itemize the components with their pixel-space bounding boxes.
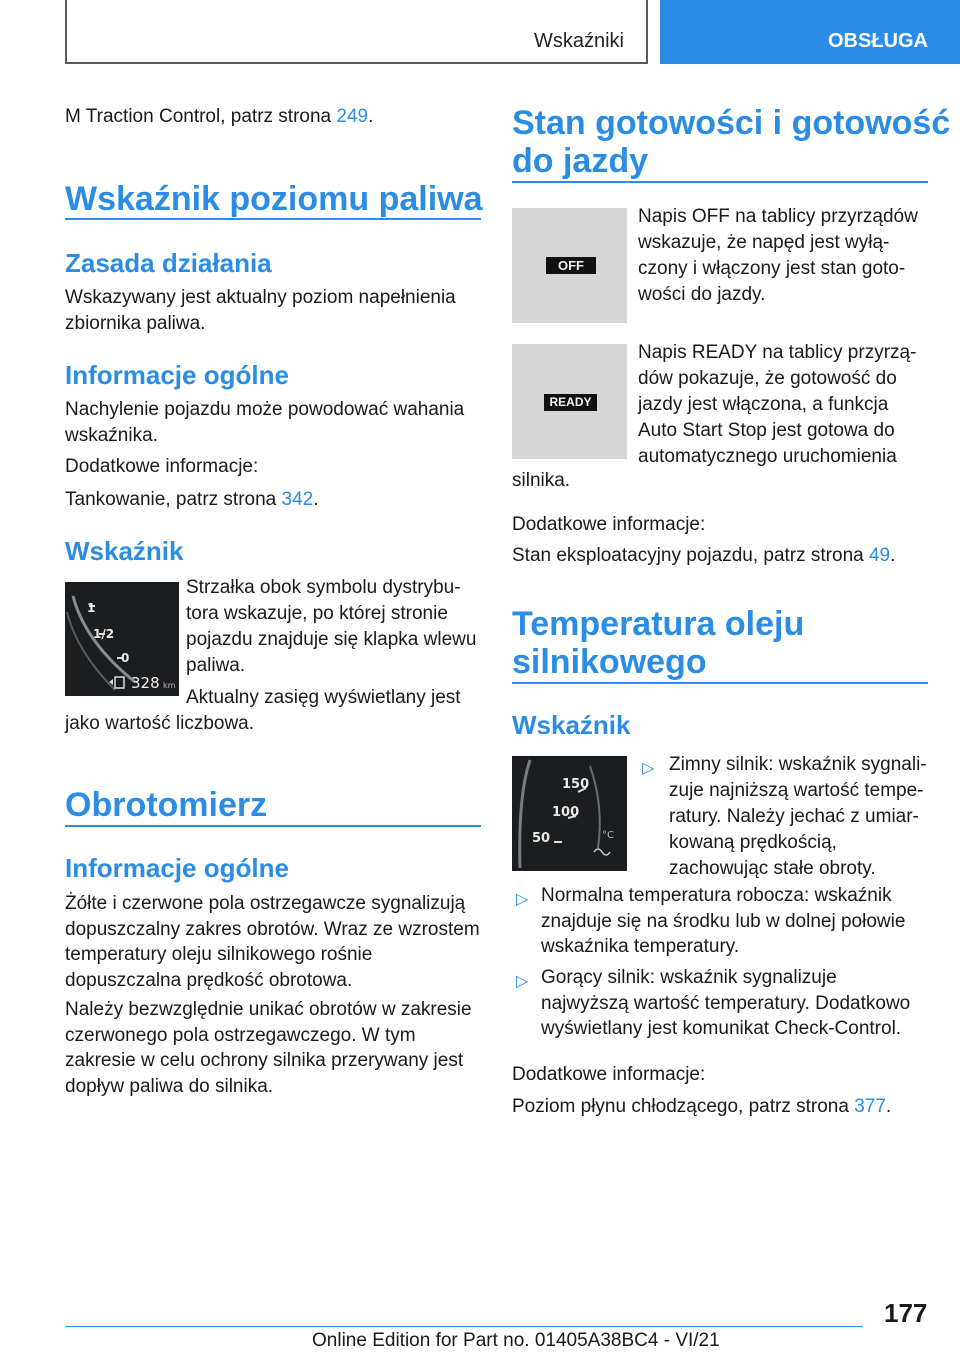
heading-tachometer: Obrotomierz (65, 786, 268, 824)
gauge-label-100: 100 (552, 805, 580, 820)
state-paragraph: Stan eksploatacyjny pojazdu, patrz strona 49. (512, 545, 896, 566)
off-line-1: Napis OFF na tablicy przyrządów (638, 206, 918, 227)
ready-badge: READY (544, 394, 597, 411)
triangle-bullet-icon: ▷ (516, 973, 529, 990)
more-info-label-2: Dodatkowe informacje: (512, 1064, 706, 1085)
triangle-bullet-icon: ▷ (642, 760, 655, 777)
heading-ready-line-2: do jazdy (512, 142, 649, 180)
footer-edition: Online Edition for Part no. 01405A38BC4 - VI/21 (312, 1330, 720, 1351)
heading-rule (512, 181, 928, 183)
off-line-2: wskazuje, że napęd jest wyłą- (638, 232, 890, 253)
tacho-paragraph-1: Żółte i czerwone pola ostrzegawcze sygnalizują dopuszczalny zakres obrotów. Wraz ze wzrostem temperatury oleju silnikowego rośnie dopuszczalna prędkość obrotowa. (65, 893, 480, 991)
fuel-pump-icon (115, 677, 124, 688)
principle-text: Wskazywany jest aktualny poziom napełnienia zbiornika paliwa. (65, 287, 456, 334)
tacho-paragraph-2: Należy bezwzględnie unikać obrotów w zakresie czerwonego pola ostrzegawczego. W tym zakresie w celu ochrony silnika przerywany jest dopływ paliwa do silnika. (65, 999, 472, 1097)
more-info-label: Dodatkowe informacje: (512, 514, 706, 535)
general-text: Nachylenie pojazdu może powodować wahania wskaźnika. (65, 399, 465, 446)
ready-line-3: jazdy jest włączona, a funkcja (638, 394, 889, 415)
indicator-line-4: paliwa. (186, 655, 246, 676)
cold-line-3: ratury. Należy jechać z umiar- (669, 806, 919, 827)
indicator-line-2: tora wskazuje, po której stronie (186, 603, 448, 624)
gauge-label-empty: 0 (121, 651, 130, 665)
ready-indicator-image (512, 344, 627, 459)
heading-oil-indicator: Wskaźnik (512, 710, 631, 740)
ready-line-4: Auto Start Stop jest gotowa do (638, 420, 895, 441)
header-section-title: Wskaźniki (533, 30, 624, 52)
oil-can-icon (594, 849, 610, 855)
header-chapter-label: OBSŁUGA (828, 30, 928, 52)
heading-general-info: Informacje ogólne (65, 360, 289, 390)
gauge-label-150: 150 (562, 777, 590, 792)
gauge-label-50: 50 (532, 831, 551, 846)
cold-line-4: kowaną prędkością, (669, 832, 837, 853)
oil-temp-gauge-graphic (512, 756, 627, 871)
oil-temp-gauge-image (512, 756, 627, 871)
range-value: 328 (131, 674, 160, 692)
cold-line-2: zuje najniższą wartość tempe- (669, 780, 924, 801)
hot-engine-text: Gorący silnik: wskaźnik sygnalizuje najwyższą wartość temperatury. Dodatkowo wyświetlany jest komunikat Check-Control. (541, 967, 911, 1039)
page-number: 177 (884, 1298, 928, 1328)
heading-oil-temp-line-1: Temperatura oleju (512, 605, 805, 643)
page-link-342[interactable]: 342 (281, 489, 314, 510)
heading-tacho-general: Informacje ogólne (65, 853, 289, 883)
gauge-label-full: 1 (87, 601, 96, 615)
heading-ready-line-1: Stan gotowości i gotowość (512, 104, 951, 142)
ready-line-1: Napis READY na tablicy przyrzą- (638, 342, 917, 363)
range-line-2: jako wartość liczbowa. (65, 713, 255, 734)
normal-temp-text: Normalna temperatura robocza: wskaźnik znajduje się na środku lub w dolnej połowie wskaźnika temperatury. (541, 885, 906, 957)
intro-paragraph: M Traction Control, patrz strona 249. (65, 106, 374, 127)
heading-fuel-gauge: Wskaźnik poziomu paliwa (65, 180, 483, 218)
page-link-49[interactable]: 49 (868, 545, 891, 566)
header-chapter-tab[interactable] (660, 0, 960, 64)
more-info-label: Dodatkowe informacje: (65, 456, 259, 477)
indicator-line-3: pojazdu znajduje się klapka wlewu (186, 629, 477, 650)
gauge-arc (520, 760, 530, 868)
ready-line-5: automatycznego uruchomienia (638, 446, 897, 467)
off-indicator-image (512, 208, 627, 323)
page-link-249[interactable]: 249 (336, 106, 369, 127)
heading-rule (65, 218, 481, 220)
refuel-paragraph: Tankowanie, patrz strona 342. (65, 489, 319, 510)
heading-oil-temp-line-2: silnikowego (512, 643, 707, 681)
indicator-line-1: Strzałka obok symbolu dystrybu- (186, 577, 461, 598)
heading-rule (65, 825, 481, 827)
cold-line-1: Zimny silnik: wskaźnik sygnali- (669, 754, 927, 775)
range-unit: km (163, 681, 176, 690)
page-link-377[interactable]: 377 (854, 1096, 886, 1117)
triangle-bullet-icon: ▷ (516, 891, 529, 908)
gauge-arc-inner (590, 766, 600, 848)
heading-rule (512, 682, 928, 684)
fuel-gauge-image (65, 582, 179, 696)
heading-principle: Zasada działania (65, 248, 272, 278)
coolant-paragraph: Poziom płynu chłodzącego, patrz strona 377. (512, 1096, 892, 1117)
gauge-unit: °C (602, 830, 614, 841)
footer-rule (65, 1326, 863, 1327)
header-box (65, 0, 648, 64)
cold-line-5: zachowując stałe obroty. (669, 858, 876, 879)
ready-line-2: dów pokazuje, że gotowość do (638, 368, 897, 389)
gauge-label-half: 1/2 (93, 627, 115, 641)
ready-line-6: silnika. (512, 470, 571, 491)
off-line-4: wości do jazdy. (638, 284, 766, 305)
off-badge: OFF (546, 257, 596, 274)
off-line-3: czony i włączony jest stan goto- (638, 258, 906, 279)
range-line-1: Aktualny zasięg wyświetlany jest (186, 687, 461, 708)
gauge-arc-outer (67, 612, 115, 690)
fuel-gauge-graphic (65, 582, 179, 696)
heading-indicator: Wskaźnik (65, 536, 184, 566)
